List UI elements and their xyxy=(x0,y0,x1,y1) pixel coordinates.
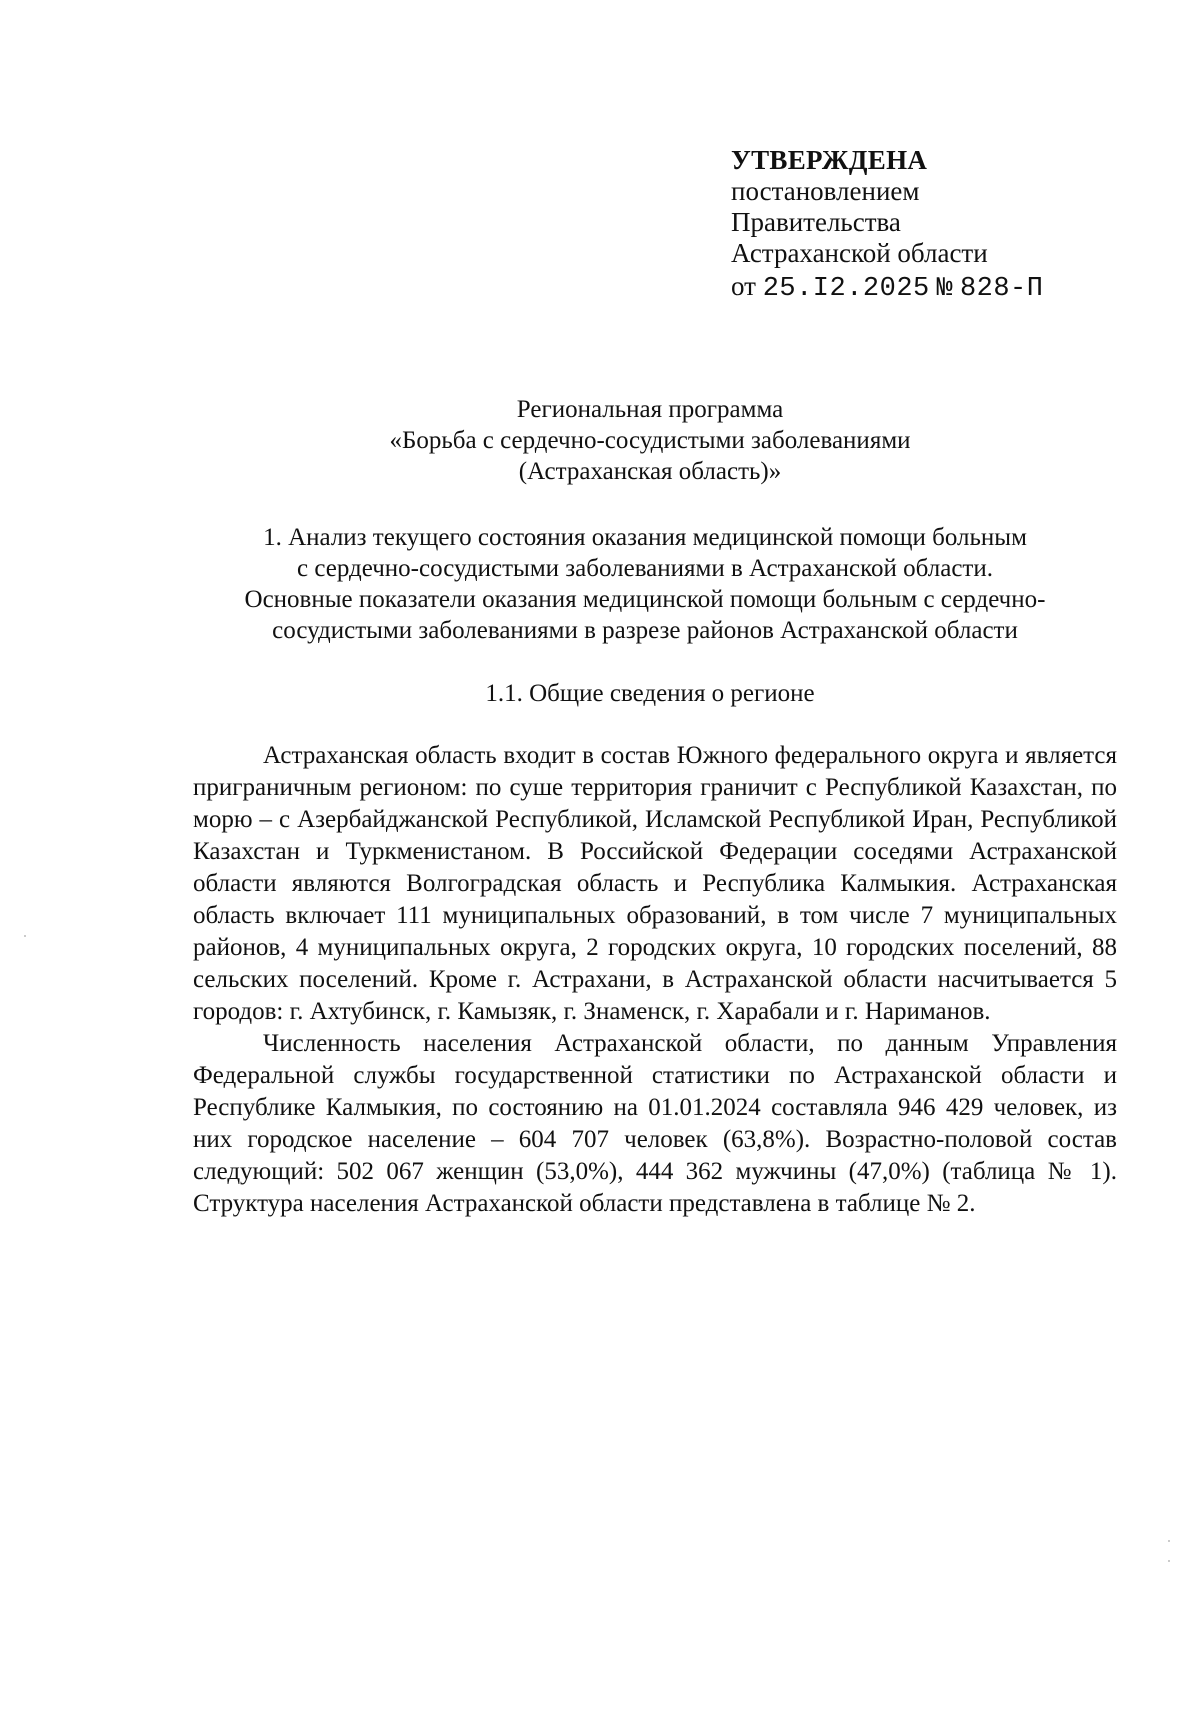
approval-line-resolution: постановлением xyxy=(731,176,920,206)
approval-date: 25.I2.2025 xyxy=(762,274,930,304)
section-title-line-1: 1. Анализ текущего состояния оказания медицинской помощи больным xyxy=(263,524,1027,551)
scan-speck xyxy=(1168,1560,1170,1562)
approval-number-sign: № xyxy=(936,274,954,304)
subsection-title: 1.1. Общие сведения о регионе xyxy=(485,680,815,707)
scan-speck xyxy=(1168,1540,1170,1542)
section-title-line-3: Основные показатели оказания медицинской помощи больным с сердечно- xyxy=(244,586,1046,613)
approval-date-line xyxy=(731,271,1043,305)
approval-block xyxy=(731,145,1043,305)
paragraph-population: Численность населения Астраханской области, по данным Управления Федеральной службы государственной статистики по Астраханской области и Республике Калмыкия, по состоянию на 01.01.2024 составляла 946 429 человек, из них городское население – 604 707 человек (63,8%). Возрастно-половой состав следующий: 502 067 женщин (53,0%), 444 362 мужчины (47,0%) (таблица № 1). Структура населения Астраханской области представлена в таблице № 2. xyxy=(193,1030,1117,1217)
approval-date-prefix: от xyxy=(731,271,756,301)
section-title xyxy=(185,522,1105,646)
approval-line-government: Правительства xyxy=(731,207,901,237)
approval-line-region: Астраханской области xyxy=(731,238,988,268)
program-title xyxy=(300,394,1000,487)
program-title-line-2: «Борьба с сердечно-сосудистыми заболеваниями xyxy=(389,427,911,454)
section-title-line-4: сосудистыми заболеваниями в разрезе районов Астраханской области xyxy=(272,617,1018,644)
program-title-line-1: Региональная программа xyxy=(516,396,784,423)
body-text xyxy=(193,740,1117,1220)
paragraph-region-overview: Астраханская область входит в состав Южного федерального округа и является приграничным регионом: по суше территория граничит с Республикой Казахстан, по морю – с Азербайджанской Республикой, Исламской Республикой Иран, Республикой Казахстан и Туркменистаном. В Российской Федерации соседями Астраханской области являются Волгоградская область и Республика Калмыкия. Астраханская область включает 111 муниципальных образований, в том числе 7 муниципальных районов, 4 муниципальных округа, 2 городских округа, 10 городских поселений, 88 сельских поселений. Кроме г. Астрахани, в Астраханской области насчитывается 5 городов: г. Ахтубинск, г. Камызяк, г. Знаменск, г. Харабали и г. Нариманов. xyxy=(193,742,1117,1025)
approval-stamp: УТВЕРЖДЕНА xyxy=(731,145,928,175)
program-title-line-3: (Астраханская область)» xyxy=(518,458,782,485)
scan-speck xyxy=(24,935,26,937)
section-title-line-2: с сердечно-сосудистыми заболеваниями в Астраханской области. xyxy=(297,555,993,582)
approval-number: 828-П xyxy=(959,274,1044,304)
